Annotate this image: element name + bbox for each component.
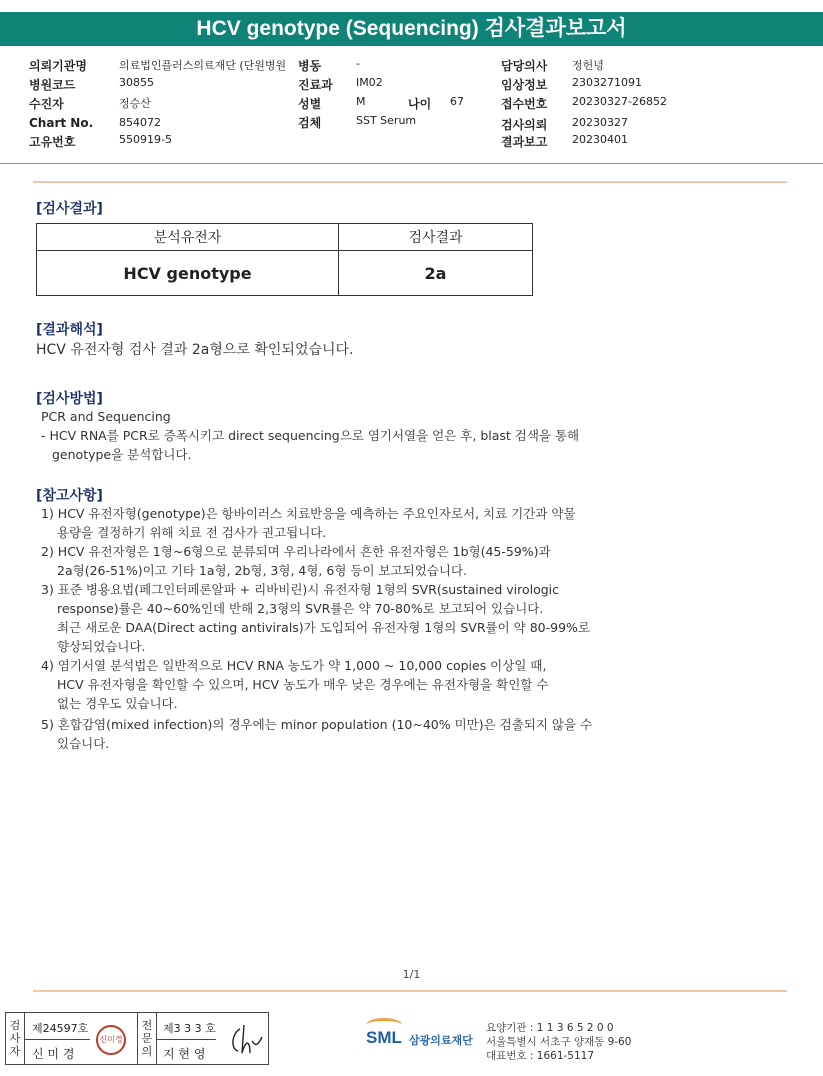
note-line: 2) HCV 유전자형은 1형~6형으로 분류되며 우리나라에서 흔한 유전자형은 1b형(45-59%)과	[41, 544, 551, 559]
request-value: 20230327	[572, 116, 628, 129]
tester-label	[6, 1019, 24, 1058]
signature-box	[5, 1012, 269, 1065]
note-line: HCV 유전자형을 확인할 수 있으며, HCV 농도가 매우 낮은 경우에는 유전자형을 확인할 수	[57, 677, 549, 692]
note-line: response)률은 40~60%인데 반해 2,3형의 SVR률은 약 70-80%로 보고되어 있습니다.	[57, 601, 544, 616]
ward-label: 병동	[298, 59, 322, 73]
unique-value: 550919-5	[119, 133, 172, 146]
age-label: 나이	[408, 97, 432, 111]
interpretation-title: [결과해석]	[36, 322, 103, 338]
tester-seal-text: 신미경	[99, 1035, 123, 1044]
org-name: 삼광의료재단	[409, 1034, 473, 1047]
request-label: 검사의뢰	[501, 118, 548, 132]
institution-label: 의뢰기관명	[29, 59, 87, 73]
bottom-divider	[33, 990, 787, 992]
clinical-label: 임상정보	[501, 78, 548, 92]
note-line: 최근 새로운 DAA(Direct acting antivirals)가 도입되어 유전자형 1형의 SVR률이 약 80-99%로	[57, 620, 590, 635]
receipt-value: 20230327-26852	[572, 95, 667, 108]
doctor-label: 담당의사	[501, 59, 548, 73]
reviewer-license: 제3 3 3 호	[163, 1022, 216, 1035]
chart-value: 854072	[119, 116, 161, 129]
note-line: 향상되었습니다.	[57, 639, 146, 654]
report-date-value: 20230401	[572, 133, 628, 146]
tester-name: 신 미 경	[32, 1047, 75, 1061]
patient-label: 수진자	[29, 97, 64, 111]
dept-label: 진료과	[298, 78, 333, 92]
hospital-code-value: 30855	[119, 76, 154, 89]
table-cell-gene: HCV genotype	[37, 251, 339, 296]
table-header-result: 검사결과	[339, 224, 533, 251]
result-table	[36, 223, 533, 296]
ward-value: -	[356, 57, 360, 70]
note-line: 용량을 결정하기 위해 치료 전 검사가 권고됩니다.	[57, 525, 327, 540]
sex-label: 성별	[298, 97, 322, 111]
institution-value: 의료법인플러스의료재단 (단원병원	[119, 59, 287, 72]
receipt-label: 접수번호	[501, 97, 548, 111]
hospital-code-label: 병원코드	[29, 78, 76, 92]
sex-value: M	[356, 95, 366, 108]
result-section-title: [검사결과]	[36, 201, 103, 217]
top-divider	[33, 181, 787, 183]
footer-code: 요양기관 : 1 1 3 6 5 2 0 0	[486, 1022, 614, 1034]
dept-value: IM02	[356, 76, 383, 89]
clinical-value: 2303271091	[572, 76, 642, 89]
note-line: 3) 표준 병용요법(페그인터페론알파 + 리바비린)시 유전자형 1형의 SVR(sustained virologic	[41, 582, 560, 597]
note-line: 있습니다.	[57, 736, 110, 751]
table-header-gene: 분석유전자	[37, 224, 339, 251]
method-title: [검사방법]	[36, 391, 103, 407]
table-row	[37, 251, 533, 296]
reviewer-signature	[226, 1019, 266, 1059]
logo-text: SML	[366, 1028, 402, 1047]
sml-logo	[366, 1018, 406, 1058]
report-title: HCV genotype (Sequencing) 검사결과보고서	[0, 12, 823, 46]
reviewer-label	[138, 1019, 156, 1058]
tester-label-text: 검사자	[9, 1019, 21, 1058]
note-line: 4) 염기서열 분석법은 일반적으로 HCV RNA 농도가 약 1,000 ~ 10,000 copies 이상일 때,	[41, 658, 547, 673]
note-line: 없는 경우도 있습니다.	[57, 696, 178, 711]
specimen-label: 검체	[298, 116, 322, 130]
specimen-value: SST Serum	[356, 114, 417, 127]
page-number: 1/1	[402, 968, 421, 981]
chart-label: Chart No.	[29, 116, 94, 130]
doctor-value: 정헌녕	[572, 59, 604, 72]
unique-label: 고유번호	[29, 135, 76, 149]
age-value: 67	[450, 95, 464, 108]
footer-address: 서울특별시 서초구 양재동 9-60	[486, 1036, 632, 1048]
method-line-3: genotype을 분석합니다.	[52, 447, 192, 462]
info-divider	[0, 163, 823, 164]
footer-phone: 대표번호 : 1661-5117	[486, 1050, 595, 1062]
reviewer-name: 지 현 영	[163, 1047, 206, 1061]
note-line: 2a형(26-51%)이고 기타 1a형, 2b형, 3형, 4형, 6형 등이 보고되었습니다.	[57, 563, 468, 578]
reviewer-label-text: 전문의	[141, 1019, 153, 1058]
interpretation-text: HCV 유전자형 검사 결과 2a형으로 확인되었습니다.	[36, 342, 354, 358]
table-header-row	[37, 224, 533, 251]
method-line-1: PCR and Sequencing	[41, 409, 171, 424]
note-line: 1) HCV 유전자형(genotype)은 항바이러스 치료반응을 예측하는 주요인자로서, 치료 기간과 약물	[41, 506, 576, 521]
note-line: 5) 혼합감염(mixed infection)의 경우에는 minor population (10~40% 미만)은 검출되지 않을 수	[41, 717, 593, 732]
tester-seal-stamp	[96, 1025, 126, 1055]
patient-info	[0, 54, 823, 164]
notes-title: [참고사항]	[36, 488, 103, 504]
tester-license: 제24597호	[32, 1022, 89, 1035]
table-cell-result: 2a	[339, 251, 533, 296]
report-date-label: 결과보고	[501, 135, 548, 149]
method-line-2: - HCV RNA를 PCR로 증폭시키고 direct sequencing으로 염기서열을 얻은 후, blast 검색을 통해	[41, 428, 580, 443]
patient-value: 정승산	[119, 97, 151, 110]
